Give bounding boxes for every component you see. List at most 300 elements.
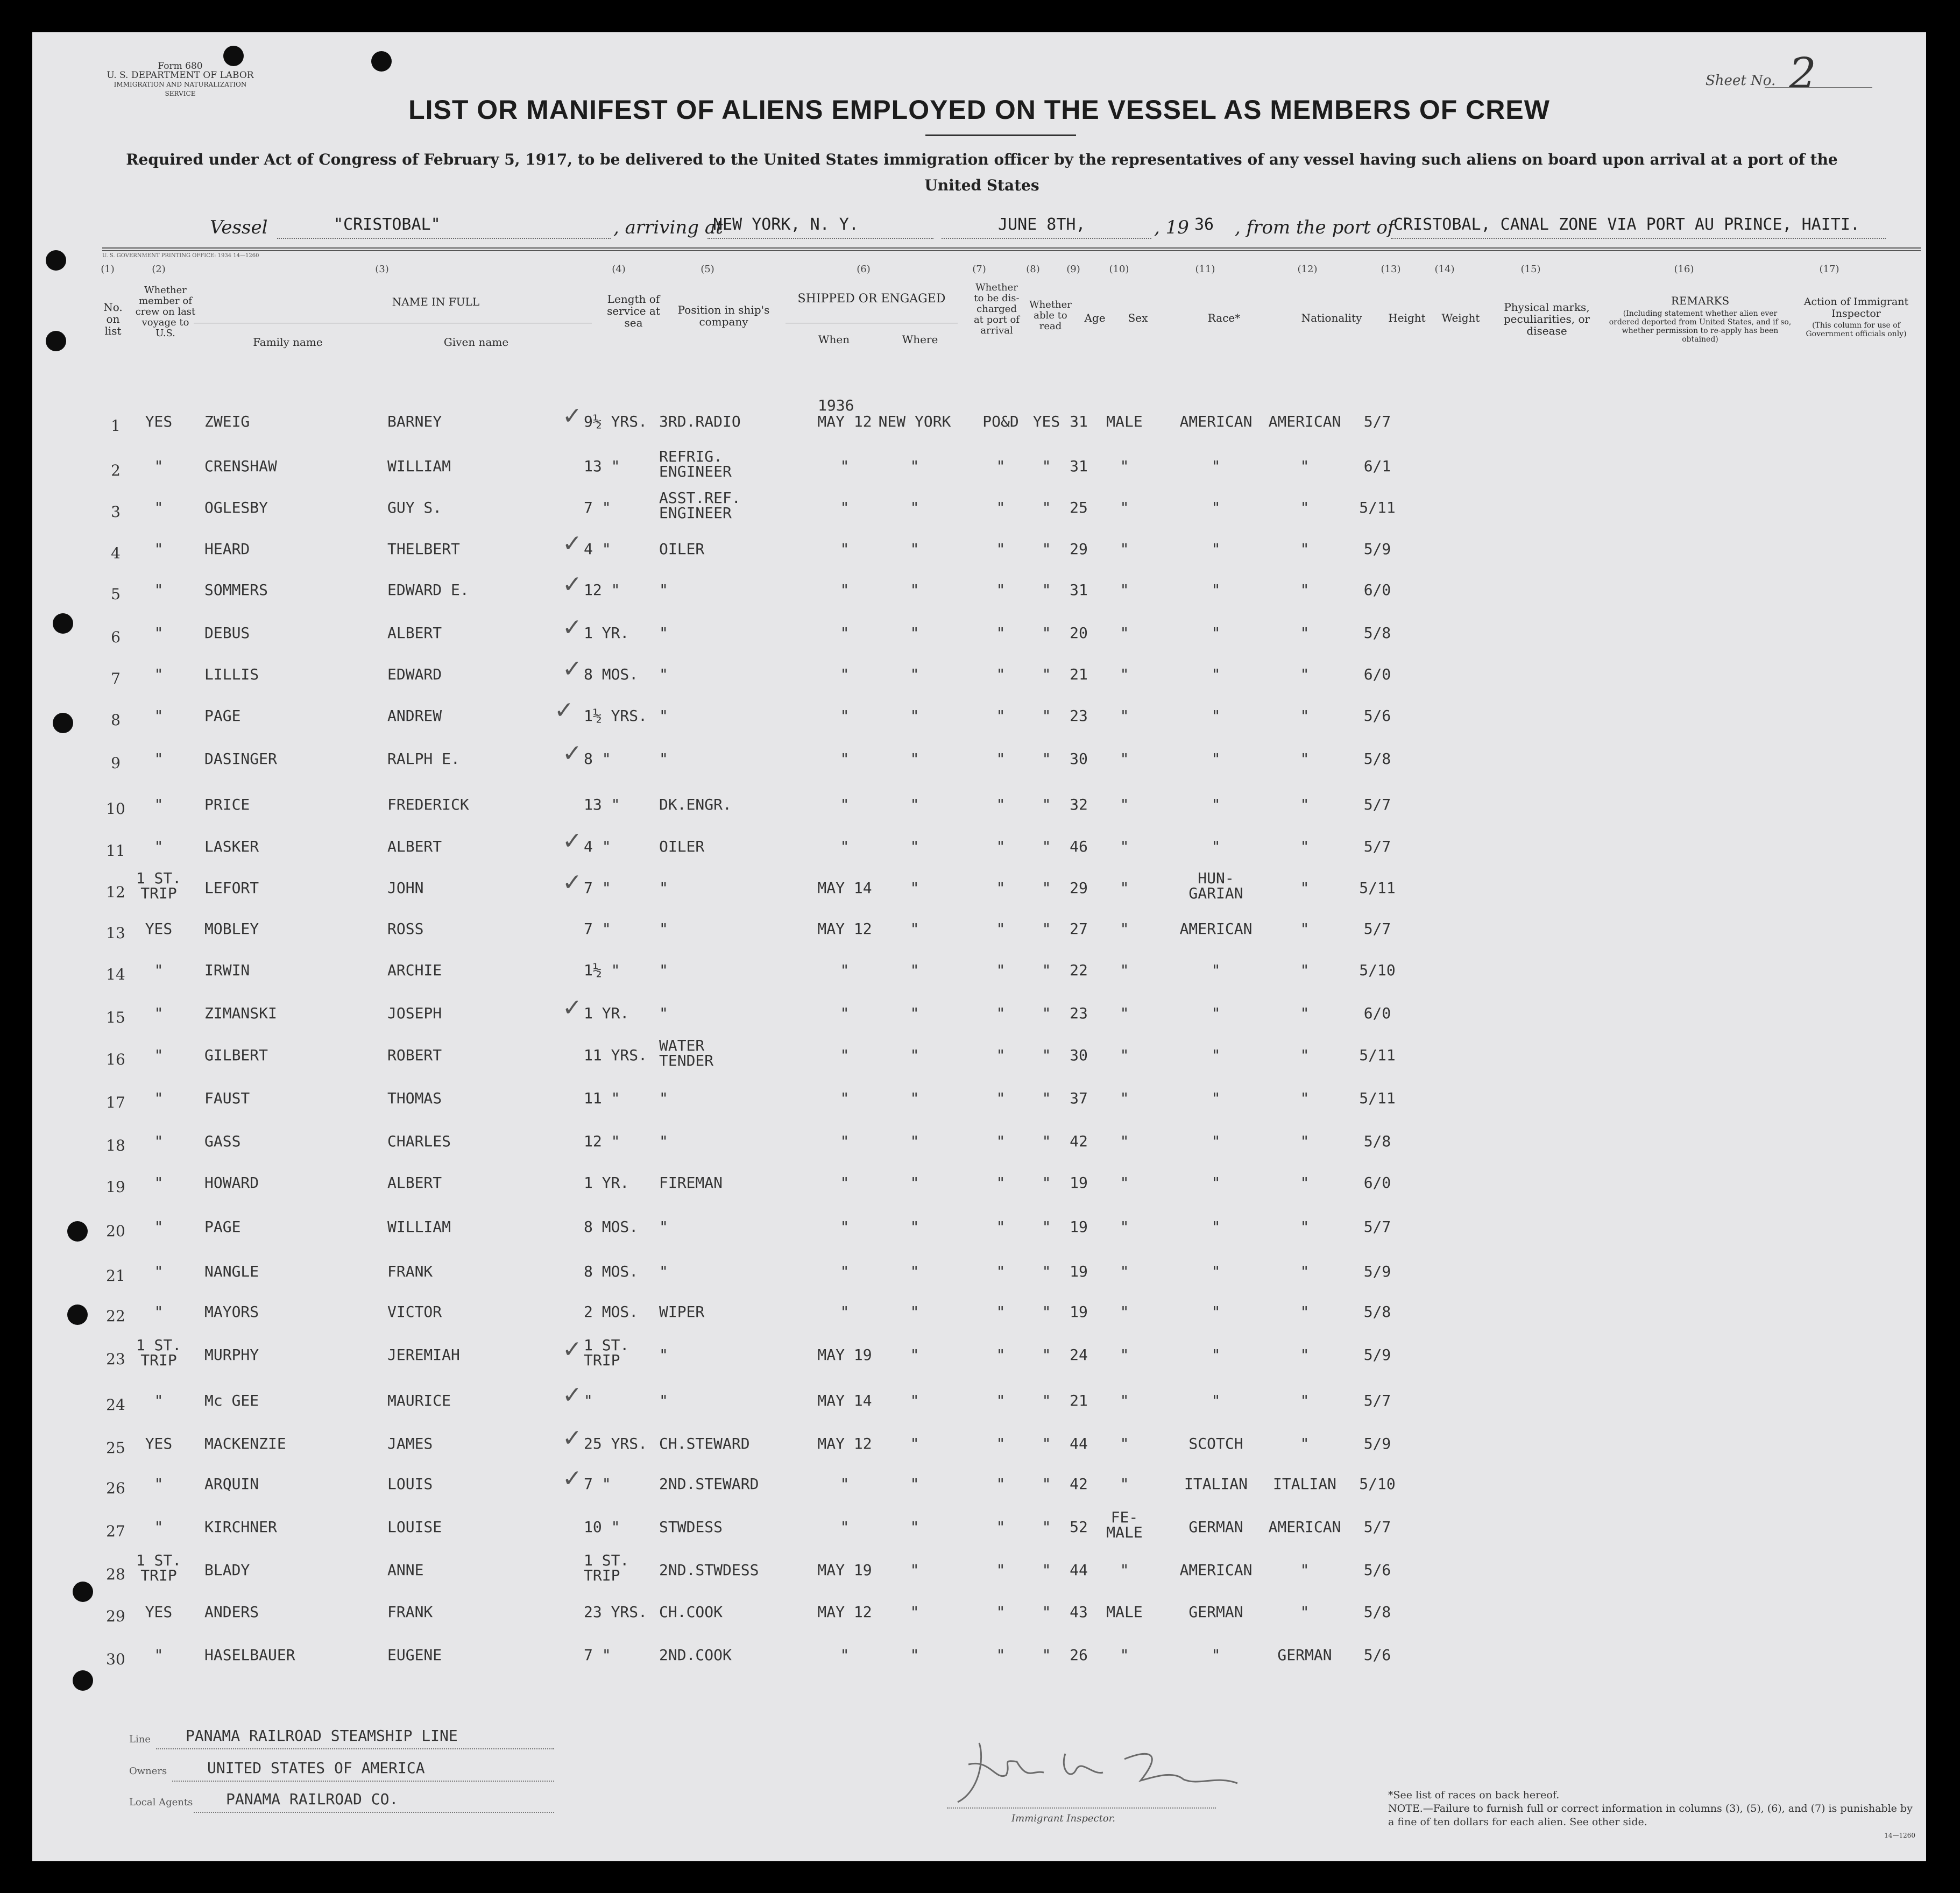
given-name-cell: RALPH E. [387, 750, 460, 768]
member-cell: " [154, 499, 164, 516]
discharged-cell: " [996, 581, 1006, 599]
read-cell: " [1042, 1046, 1051, 1064]
height-cell: 5/10 [1359, 961, 1396, 979]
discharged-cell: " [996, 1303, 1006, 1321]
position-cell: DK.ENGR. [659, 796, 732, 813]
height-cell: 5/8 [1363, 1603, 1391, 1621]
from-label: , from the port of [1235, 217, 1395, 238]
sex-cell: " [1120, 457, 1129, 475]
discharged-cell: " [996, 499, 1006, 516]
shipped-where-cell: " [910, 796, 919, 813]
given-name-cell: BARNEY [387, 413, 442, 430]
discharged-cell: PO&D [982, 413, 1019, 430]
read-cell: " [1042, 796, 1051, 813]
department: U. S. DEPARTMENT OF LABOR [107, 70, 254, 81]
height-cell: 6/0 [1363, 581, 1391, 599]
year-prefix: , 19 [1154, 217, 1189, 238]
race-cell: " [1211, 665, 1221, 683]
shipped-where-cell: " [910, 961, 919, 979]
service-length-cell: 12 " [584, 581, 620, 599]
family-name-cell: IRWIN [204, 961, 250, 979]
age-cell: 19 [1070, 1174, 1088, 1192]
member-cell: " [154, 838, 164, 855]
race-cell: " [1211, 1004, 1221, 1022]
service-length-cell: 8 MOS. [584, 1218, 639, 1236]
read-cell: " [1042, 879, 1051, 897]
position-cell: FIREMAN [659, 1174, 723, 1192]
read-cell: " [1042, 1263, 1051, 1280]
discharged-cell: " [996, 879, 1006, 897]
shipped-when-cell: MAY 12 [817, 1603, 872, 1621]
service-length-cell: 1 YR. [584, 1004, 629, 1022]
nationality-cell: " [1300, 665, 1310, 683]
shipped-where-cell: " [910, 707, 919, 725]
nationality-cell: " [1300, 1346, 1310, 1364]
position-cell: WIPER [659, 1303, 705, 1321]
given-name-cell: JEREMIAH [387, 1346, 460, 1364]
discharged-cell: " [996, 750, 1006, 768]
shipped-where-cell: " [910, 624, 919, 642]
read-cell: " [1042, 1561, 1051, 1579]
nationality-cell: " [1300, 624, 1310, 642]
position-cell: " [659, 1004, 668, 1022]
manifest-sheet [32, 32, 1926, 1861]
age-cell: 52 [1070, 1518, 1088, 1536]
member-cell: " [154, 1132, 164, 1150]
shipped-where-cell: " [910, 1346, 919, 1364]
height-cell: 5/7 [1363, 920, 1391, 938]
read-cell: " [1042, 1303, 1051, 1321]
agents-dots [194, 1812, 554, 1813]
date-dots [942, 238, 1151, 239]
discharged-cell: " [996, 961, 1006, 979]
position-cell: " [659, 581, 668, 599]
height-cell: 5/7 [1363, 1218, 1391, 1236]
height-cell: 5/11 [1359, 879, 1396, 897]
read-cell: " [1042, 1646, 1051, 1664]
owners-dots [172, 1781, 554, 1782]
given-name-cell: LOUIS [387, 1475, 433, 1493]
row-number-cell: 26 [106, 1479, 125, 1497]
service-length-cell: 25 YRS. [584, 1435, 648, 1452]
shipped-when-cell: MAY 19 [817, 1346, 872, 1364]
position-cell: CH.COOK [659, 1603, 723, 1621]
shipped-when-cell: " [840, 750, 850, 768]
member-cell: " [154, 1218, 164, 1236]
row-number-cell: 14 [106, 966, 125, 983]
shipped-when-cell: " [840, 499, 850, 516]
nationality-cell: " [1300, 707, 1310, 725]
service-length-cell: 9½ YRS. [584, 413, 648, 430]
agents-label: Local Agents [129, 1797, 193, 1808]
member-cell: " [154, 1303, 164, 1321]
nationality-cell: " [1300, 1435, 1310, 1452]
service-length-cell: 7 " [584, 879, 611, 897]
shipped-where-cell: " [910, 1004, 919, 1022]
race-cell: " [1211, 1089, 1221, 1107]
service-length-cell: " [584, 1392, 593, 1409]
read-cell: " [1042, 920, 1051, 938]
sex-cell: " [1120, 1435, 1129, 1452]
race-cell: " [1211, 499, 1221, 516]
shipped-when-cell: " [840, 1174, 850, 1192]
row-number-cell: 4 [111, 544, 121, 562]
sex-cell: MALE [1106, 413, 1143, 430]
service-length-cell: 7 " [584, 1475, 611, 1493]
race-cell: " [1211, 624, 1221, 642]
member-cell: YES [145, 413, 173, 430]
height-cell: 5/8 [1363, 1132, 1391, 1150]
col-header-shipped: SHIPPED OR ENGAGED [797, 292, 946, 306]
family-name-cell: LASKER [204, 838, 259, 855]
race-cell: " [1211, 1046, 1221, 1064]
row-number-cell: 19 [106, 1178, 125, 1196]
sex-cell: " [1120, 920, 1129, 938]
check-mark-icon: ✓ [562, 1381, 582, 1409]
height-cell: 5/11 [1359, 1046, 1396, 1064]
discharged-cell: " [996, 796, 1006, 813]
position-cell: " [659, 1089, 668, 1107]
discharged-cell: " [996, 838, 1006, 855]
age-cell: 27 [1070, 920, 1088, 938]
position-cell: OILER [659, 540, 705, 558]
col-header-when: When [818, 333, 850, 346]
row-number-cell: 5 [111, 585, 121, 603]
column-number: (2) [152, 264, 166, 275]
age-cell: 23 [1070, 1004, 1088, 1022]
height-cell: 5/10 [1359, 1475, 1396, 1493]
read-cell: " [1042, 1475, 1051, 1493]
page-subtitle: Required under Act of Congress of February 5, 1917, to be delivered to the United States immigration officer by the representatives of any vessel having such aliens on board upon arrival at a port of the United States [126, 151, 1838, 194]
column-number: (17) [1819, 264, 1839, 275]
column-number: (15) [1520, 264, 1541, 275]
member-cell: " [154, 750, 164, 768]
member-cell: " [154, 540, 164, 558]
member-cell: YES [145, 920, 173, 938]
read-cell: " [1042, 1392, 1051, 1409]
position-cell: " [659, 920, 668, 938]
shipped-where-cell: " [910, 1174, 919, 1192]
shipped-where-cell: " [910, 1518, 919, 1536]
shipped-when-cell: " [840, 1089, 850, 1107]
family-name-cell: BLADY [204, 1561, 250, 1579]
read-cell: " [1042, 457, 1051, 475]
row-number-cell: 17 [106, 1094, 125, 1111]
race-cell: " [1211, 581, 1221, 599]
age-cell: 21 [1070, 665, 1088, 683]
check-mark-icon: ✓ [562, 1424, 582, 1452]
height-cell: 5/6 [1363, 1646, 1391, 1664]
column-number: (5) [700, 264, 714, 275]
shipped-when-cell: " [840, 1132, 850, 1150]
member-cell: " [154, 1646, 164, 1664]
given-name-cell: EUGENE [387, 1646, 442, 1664]
height-cell: 5/7 [1363, 796, 1391, 813]
height-cell: 5/11 [1359, 1089, 1396, 1107]
service-length-cell: 11 " [584, 1089, 620, 1107]
row-number-cell: 24 [106, 1396, 125, 1414]
height-cell: 6/0 [1363, 1174, 1391, 1192]
discharged-cell: " [996, 1475, 1006, 1493]
discharged-cell: " [996, 665, 1006, 683]
family-name-cell: PRICE [204, 796, 250, 813]
family-name-cell: ZWEIG [204, 413, 250, 430]
age-cell: 42 [1070, 1132, 1088, 1150]
punch-hole [67, 1221, 88, 1242]
read-cell: " [1042, 1132, 1051, 1150]
row-number-cell: 25 [106, 1439, 125, 1457]
from-port: CRISTOBAL, CANAL ZONE VIA PORT AU PRINCE, HAITI. [1393, 215, 1860, 234]
shipped-when-cell: " [840, 457, 850, 475]
row-number-cell: 15 [106, 1009, 125, 1026]
title-rule [925, 134, 1076, 136]
given-name-cell: FRANK [387, 1263, 433, 1280]
sex-cell: " [1120, 540, 1129, 558]
col-header-remarks-note: (Including statement whether alien ever ordered deported from United States, and if so, whether permission to re-apply has been obtained) [1609, 309, 1792, 344]
shipped-when-cell: MAY 12 [817, 920, 872, 938]
given-name-cell: ROSS [387, 920, 424, 938]
discharged-cell: " [996, 1174, 1006, 1192]
given-name-cell: ANNE [387, 1561, 424, 1579]
shipped-when-cell: " [840, 1046, 850, 1064]
shipped-where-cell: " [910, 457, 919, 475]
nationality-cell: " [1300, 1218, 1310, 1236]
race-cell: " [1211, 961, 1221, 979]
footnote-block [1388, 1789, 1915, 1842]
col-header-height: Height [1388, 311, 1426, 324]
service-length-cell: 1 YR. [584, 1174, 629, 1192]
service-length-cell: 11 YRS. [584, 1046, 648, 1064]
nationality-cell: " [1300, 1046, 1310, 1064]
age-cell: 19 [1070, 1218, 1088, 1236]
row-number-cell: 22 [106, 1307, 125, 1325]
age-cell: 32 [1070, 796, 1088, 813]
age-cell: 30 [1070, 1046, 1088, 1064]
col-header-sex: Sex [1128, 311, 1148, 324]
discharged-cell: " [996, 1603, 1006, 1621]
position-cell: WATER TENDER [659, 1037, 714, 1069]
check-mark-icon: ✓ [562, 614, 582, 641]
service-length-cell: 4 " [584, 540, 611, 558]
discharged-cell: " [996, 1218, 1006, 1236]
family-name-cell: HEARD [204, 540, 250, 558]
sex-cell: " [1120, 961, 1129, 979]
check-mark-icon: ✓ [554, 697, 574, 724]
year-suffix: 36 [1194, 215, 1214, 234]
given-name-cell: EDWARD [387, 665, 442, 683]
col-header-race: Race* [1207, 311, 1241, 324]
member-cell: 1 ST. TRIP [136, 1551, 182, 1584]
check-mark-icon: ✓ [562, 869, 582, 896]
nationality-cell: " [1300, 1561, 1310, 1579]
row-number-cell: 21 [106, 1267, 125, 1285]
race-cell: " [1211, 540, 1221, 558]
given-name-cell: CHARLES [387, 1132, 451, 1150]
position-cell: REFRIG. ENGINEER [659, 448, 732, 480]
service-length-cell: 1 ST. TRIP [584, 1336, 629, 1369]
service-length-cell: 8 MOS. [584, 665, 639, 683]
service-length-cell: 4 " [584, 838, 611, 855]
height-cell: 5/9 [1363, 1435, 1391, 1452]
family-name-cell: KIRCHNER [204, 1518, 277, 1536]
sex-cell: " [1120, 1046, 1129, 1064]
age-cell: 20 [1070, 624, 1088, 642]
nationality-cell: " [1300, 499, 1310, 516]
column-number: (12) [1297, 264, 1318, 275]
col-header-remarks: REMARKS [1671, 294, 1730, 307]
member-cell: " [154, 1174, 164, 1192]
age-cell: 25 [1070, 499, 1088, 516]
owners-value: UNITED STATES OF AMERICA [207, 1759, 425, 1777]
shipped-where-cell: " [910, 1646, 919, 1664]
row-number-cell: 23 [106, 1350, 125, 1368]
read-cell: " [1042, 961, 1051, 979]
given-name-cell: JAMES [387, 1435, 433, 1452]
height-cell: 5/6 [1363, 707, 1391, 725]
agents-value: PANAMA RAILROAD CO. [226, 1790, 399, 1808]
form-number-block [102, 62, 258, 98]
member-cell: " [154, 796, 164, 813]
owners-label: Owners [129, 1766, 167, 1777]
given-name-cell: ARCHIE [387, 961, 442, 979]
shipped-when-cell: " [840, 1004, 850, 1022]
footnote-races: *See list of races on back hereof. [1388, 1789, 1560, 1801]
row-number-cell: 12 [106, 883, 125, 901]
service-length-cell: 1 ST. TRIP [584, 1551, 629, 1584]
shipped-when-cell: " [840, 1263, 850, 1280]
member-cell: " [154, 1392, 164, 1409]
col-header-given: Given name [443, 336, 509, 349]
read-cell: " [1042, 750, 1051, 768]
member-cell: YES [145, 1435, 173, 1452]
header-rule [102, 247, 1921, 249]
race-cell: " [1211, 1646, 1221, 1664]
col-header-nationality: Nationality [1301, 311, 1362, 324]
discharged-cell: " [996, 1646, 1006, 1664]
age-cell: 46 [1070, 838, 1088, 855]
family-name-cell: LEFORT [204, 879, 259, 897]
family-name-cell: HOWARD [204, 1174, 259, 1192]
nationality-cell: " [1300, 750, 1310, 768]
nationality-cell: GERMAN [1277, 1646, 1332, 1664]
family-name-cell: PAGE [204, 707, 241, 725]
shipped-when-cell: " [840, 624, 850, 642]
discharged-cell: " [996, 1392, 1006, 1409]
read-cell: " [1042, 624, 1051, 642]
arrival-date: JUNE 8TH, [998, 215, 1086, 234]
shipped-when-cell: MAY 14 [817, 1392, 872, 1409]
row-number-cell: 20 [106, 1222, 125, 1240]
position-cell: " [659, 1132, 668, 1150]
age-cell: 29 [1070, 540, 1088, 558]
column-number: (13) [1381, 264, 1401, 275]
race-cell: SCOTCH [1188, 1435, 1243, 1452]
family-name-cell: DASINGER [204, 750, 277, 768]
nationality-cell: " [1300, 1392, 1310, 1409]
punch-hole [73, 1670, 93, 1691]
age-cell: 23 [1070, 707, 1088, 725]
member-cell: " [154, 665, 164, 683]
punch-hole [67, 1304, 88, 1325]
check-mark-icon: ✓ [562, 655, 582, 683]
service-length-cell: 2 MOS. [584, 1303, 639, 1321]
position-cell: CH.STEWARD [659, 1435, 750, 1452]
line-label: Line [129, 1734, 151, 1745]
height-cell: 6/0 [1363, 665, 1391, 683]
service-length-cell: 13 " [584, 457, 620, 475]
read-cell: YES [1032, 413, 1060, 430]
read-cell: " [1042, 1435, 1051, 1452]
race-cell: " [1211, 1346, 1221, 1364]
member-cell: " [154, 1475, 164, 1493]
member-cell: " [154, 1089, 164, 1107]
shipped-when-cell: " [840, 1475, 850, 1493]
height-cell: 5/8 [1363, 1303, 1391, 1321]
sex-cell: " [1120, 750, 1129, 768]
row-number-cell: 29 [106, 1607, 125, 1625]
family-name-cell: DEBUS [204, 624, 250, 642]
member-cell: 1 ST. TRIP [136, 1336, 182, 1369]
column-number: (4) [612, 264, 626, 275]
race-cell: AMERICAN [1179, 920, 1253, 938]
row-number-cell: 1 [111, 417, 121, 435]
family-name-cell: MACKENZIE [204, 1435, 286, 1452]
race-cell: " [1211, 750, 1221, 768]
shipped-where-cell: " [910, 838, 919, 855]
given-name-cell: MAURICE [387, 1392, 451, 1409]
shipped-when-cell: " [840, 581, 850, 599]
race-cell: GERMAN [1188, 1603, 1243, 1621]
position-cell: " [659, 1392, 668, 1409]
shipped-when-cell: " [840, 665, 850, 683]
service-length-cell: 12 " [584, 1132, 620, 1150]
col-header-position: Position in ship's company [677, 303, 770, 328]
position-cell: 2ND.STEWARD [659, 1475, 759, 1493]
race-cell: " [1211, 1392, 1221, 1409]
read-cell: " [1042, 540, 1051, 558]
col-header-no: No. on list [103, 301, 123, 337]
row-number-cell: 27 [106, 1522, 125, 1540]
column-number: (6) [857, 264, 871, 275]
shipped-where-cell: " [910, 1303, 919, 1321]
check-mark-icon: ✓ [562, 827, 582, 855]
member-cell: " [154, 1046, 164, 1064]
family-name-cell: ARQUIN [204, 1475, 259, 1493]
age-cell: 30 [1070, 750, 1088, 768]
height-cell: 5/7 [1363, 413, 1391, 430]
service-length-cell: 7 " [584, 1646, 611, 1664]
shipped-where-cell: " [910, 879, 919, 897]
discharged-cell: " [996, 457, 1006, 475]
row-number-cell: 10 [106, 800, 125, 818]
col-header-action: Action of Immigrant Inspector [1803, 296, 1909, 320]
column-number: (11) [1195, 264, 1215, 275]
age-cell: 19 [1070, 1263, 1088, 1280]
line-value: PANAMA RAILROAD STEAMSHIP LINE [186, 1727, 458, 1745]
given-name-cell: THOMAS [387, 1089, 442, 1107]
family-name-cell: GASS [204, 1132, 241, 1150]
position-cell: 2ND.STWDESS [659, 1561, 759, 1579]
sex-cell: " [1120, 1174, 1129, 1192]
shipped-when-cell: MAY 19 [817, 1561, 872, 1579]
race-cell: HUN- GARIAN [1188, 869, 1243, 902]
age-cell: 43 [1070, 1603, 1088, 1621]
read-cell: " [1042, 838, 1051, 855]
service-length-cell: 8 MOS. [584, 1263, 639, 1280]
sex-cell: FE- MALE [1106, 1508, 1143, 1541]
age-cell: 26 [1070, 1646, 1088, 1664]
sex-cell: " [1120, 707, 1129, 725]
